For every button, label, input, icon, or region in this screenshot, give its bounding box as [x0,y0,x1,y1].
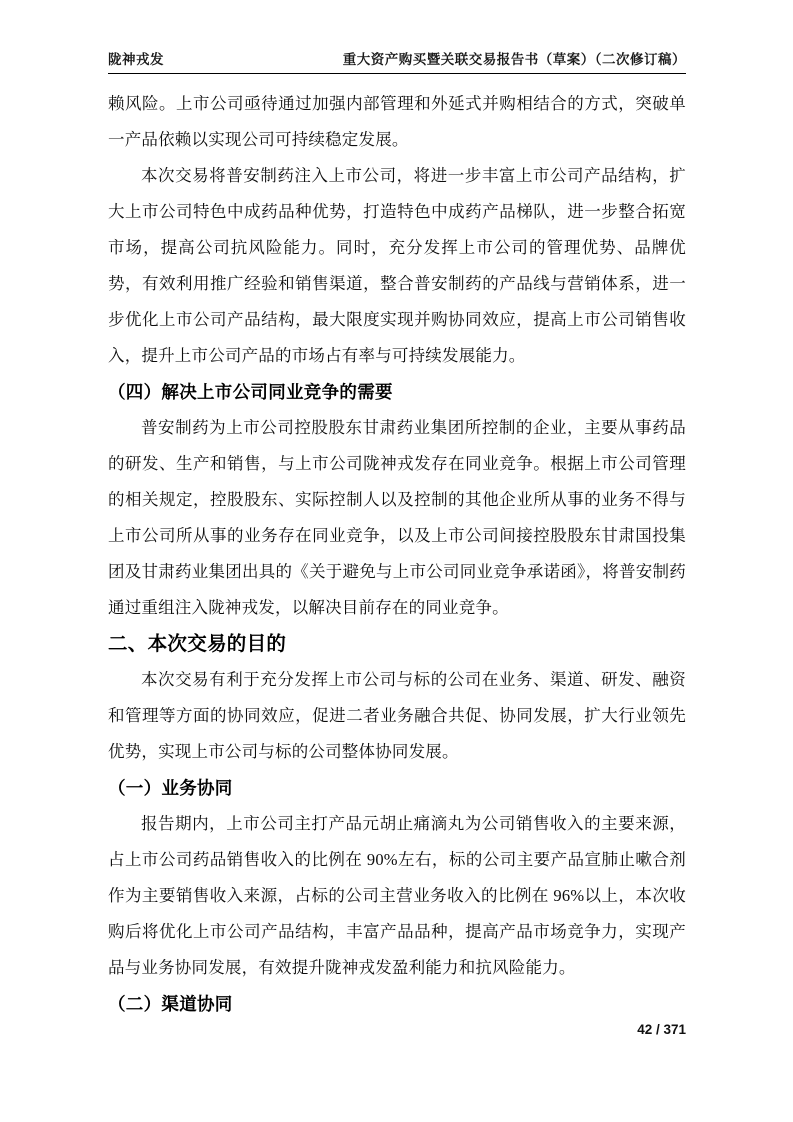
page-content [108,86,686,1022]
header-company-name: 陇神戎发 [108,52,164,67]
heading-business-synergy: （一）业务协同 [108,778,233,798]
page-header [108,48,686,68]
paragraph-risk-continuation: 赖风险。上市公司亟待通过加强内部管理和外延式并购相结合的方式，突破单一产品依赖以实现公司可持续稳定发展。 [108,94,686,149]
header-divider [108,73,686,74]
page-number: 42 / 371 [637,1022,686,1037]
paragraph-product-structure: 本次交易将普安制药注入上市公司，将进一步丰富上市公司产品结构，扩大上市公司特色中成药品种优势，打造特色中成药产品梯队，进一步整合拓宽市场，提高公司抗风险能力。同时，充分发挥上市公司的管理优势、品牌优势，有效利用推广经验和销售渠道，整合普安制药的产品线与营销体系，进一步优化上市公司产品结构，最大限度实现并购协同效应，提高上市公司销售收入，提升上市公司产品的市场占有率与可持续发展能力。 [108,166,686,365]
heading-transaction-purpose: 二、本次交易的目的 [108,633,287,655]
header-document-title: 重大资产购买暨关联交易报告书（草案）（二次修订稿） [342,52,686,67]
heading-channel-synergy: （二）渠道协同 [108,994,233,1014]
paragraph-synergy-overview: 本次交易有利于充分发挥上市公司与标的公司在业务、渠道、研发、融资和管理等方面的协同效应，促进二者业务融合共促、协同发展，扩大行业领先优势，实现上市公司与标的公司整体协同发展。 [108,670,686,761]
paragraph-business-synergy: 报告期内，上市公司主打产品元胡止痛滴丸为公司销售收入的主要来源，占上市公司药品销售收入的比例在 90%左右，标的公司主要产品宣肺止嗽合剂作为主要销售收入来源，占标的公司主营业务收入的比例在 96%以上，本次收购后将优化上市公司产品结构，丰富产品品种，提高产品市场竞争力，实现产品与业务协同发展，有效提升陇神戎发盈利能力和抗风险能力。 [108,814,686,977]
heading-section-four: （四）解决上市公司同业竞争的需要 [108,382,393,402]
page-footer [108,1022,686,1037]
paragraph-competition: 普安制药为上市公司控股股东甘肃药业集团所控制的企业，主要从事药品的研发、生产和销售，与上市公司陇神戎发存在同业竞争。根据上市公司管理的相关规定，控股股东、实际控制人以及控制的其他企业所从事的业务不得与上市公司所从事的业务存在同业竞争，以及上市公司间接控股股东甘肃国投集团及甘肃药业集团出具的《关于避免与上市公司同业竞争承诺函》，将普安制药通过重组注入陇神戎发，以解决目前存在的同业竞争。 [108,418,686,617]
